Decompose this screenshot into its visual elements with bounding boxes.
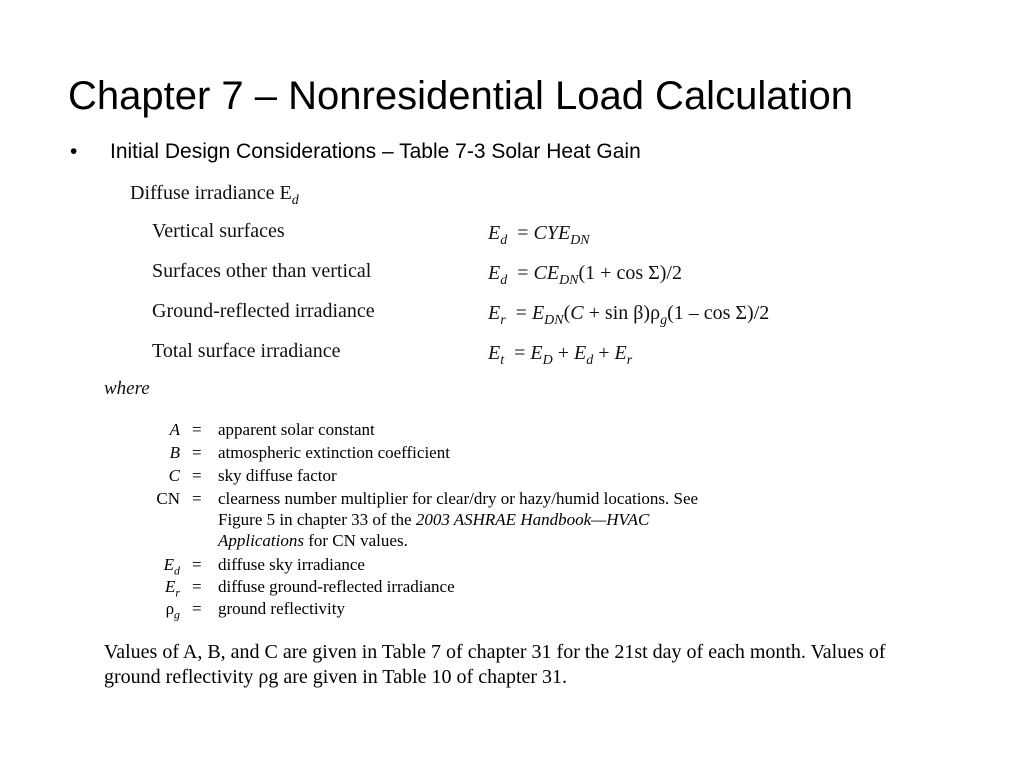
definition-symbol: CN <box>156 489 180 508</box>
slide-title: Chapter 7 – Nonresidential Load Calculation <box>68 74 853 118</box>
definition-text-continued: Applications for CN values. <box>218 531 408 550</box>
row-label-total: Total surface irradiance <box>152 340 341 362</box>
definition-symbol: C <box>168 466 180 485</box>
definition-text: diffuse ground-reflected irradiance <box>218 577 455 596</box>
row-label-nonvertical: Surfaces other than vertical <box>152 260 372 282</box>
definition-symbol: $E_d$ <box>163 555 180 578</box>
definition-text: atmospheric extinction coefficient <box>218 443 450 462</box>
equals-sign: = <box>192 489 202 508</box>
definition-text-continued: Figure 5 in chapter 33 of the 2003 ASHRAE Handbook—HVAC <box>218 510 650 529</box>
figure-heading: Diffuse irradiance $E_d$ <box>130 182 299 208</box>
equation-ground-reflected: $E_r = E_{DN}(C + \sin \beta)\rho_g(1 - \cos \Sigma)/2$ <box>488 302 770 328</box>
equals-sign: = <box>192 420 202 439</box>
row-label-vertical: Vertical surfaces <box>152 220 285 242</box>
row-label-ground-reflected: Ground-reflected irradiance <box>152 300 375 322</box>
bullet-point <box>70 138 641 166</box>
definition-symbol: $E_r$ <box>164 577 180 600</box>
note-paragraph: Values of A, B, and C are given in Table 7 of chapter 31 for the 21st day of each month. Values of ground reflectivity ρg are given in Table 10 of chapter 31. <box>104 641 886 688</box>
equals-sign: = <box>192 599 202 618</box>
definition-text: ground reflectivity <box>218 599 345 618</box>
equals-sign: = <box>192 577 202 596</box>
bullet-icon: • <box>70 140 78 163</box>
where-label: where <box>104 378 150 399</box>
definition-text: clearness number multiplier for clear/dry or hazy/humid locations. See <box>218 489 699 508</box>
equation-vertical: $E_d = CYE_{DN}$ <box>488 222 590 248</box>
bullet-text: Initial Design Considerations – Table 7-3 Solar Heat Gain <box>110 140 641 163</box>
equation-total: $E_t = E_D + E_d + E_r$ <box>488 342 633 368</box>
definition-symbol: $\rho_g$ <box>165 599 180 622</box>
definition-symbol: A <box>169 420 180 439</box>
definition-text: apparent solar constant <box>218 420 375 439</box>
equals-sign: = <box>192 555 202 574</box>
equals-sign: = <box>192 443 202 462</box>
definition-symbol: B <box>169 443 180 462</box>
definition-text: diffuse sky irradiance <box>218 555 365 574</box>
definition-text: sky diffuse factor <box>218 466 337 485</box>
equals-sign: = <box>192 466 202 485</box>
equation-nonvertical: $E_d = CE_{DN}(1 + \cos \Sigma)/2$ <box>488 262 682 288</box>
